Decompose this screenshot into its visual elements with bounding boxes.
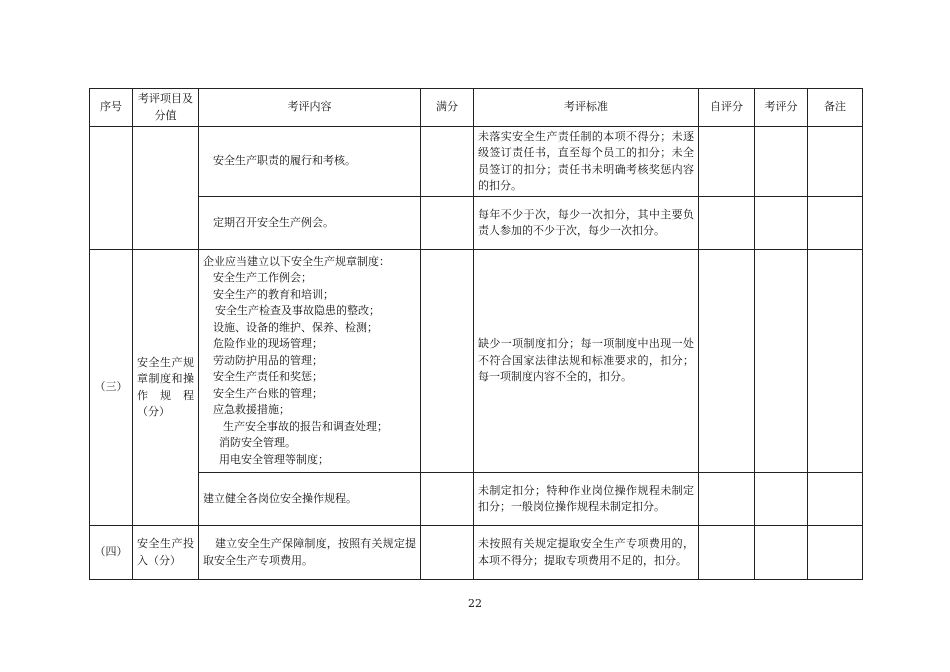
table-row	[90, 473, 863, 526]
full-score-cell	[421, 197, 474, 250]
list-item: 安全生产工作例会；	[213, 271, 312, 285]
remark-cell	[808, 250, 863, 473]
full-score-cell	[421, 127, 474, 197]
header-row	[90, 89, 863, 127]
remark-cell	[808, 526, 863, 580]
list-item: 消防安全管理。	[219, 436, 296, 450]
content-cell: 建立安全生产保障制度，按照有关规定提取安全生产专项费用。	[199, 526, 421, 580]
evaluation-table	[89, 88, 863, 580]
table-row	[90, 526, 863, 580]
list-item: 安全生产责任和奖惩；	[213, 370, 323, 384]
review-score-cell	[755, 473, 808, 526]
review-score-cell	[755, 250, 808, 473]
header-review-score: 考评分	[755, 89, 808, 127]
remark-cell	[808, 473, 863, 526]
list-item: 应急救援措施；	[213, 403, 290, 417]
full-score-cell	[421, 526, 474, 580]
header-remark: 备注	[808, 89, 863, 127]
standard-cell: 未落实安全生产责任制的本项不得分；未逐级签订责任书，直至每个员工的扣分；未全员签订的扣分；责任书未明确考核奖惩内容的扣分。	[474, 127, 699, 197]
content-list-heading: 企业应当建立以下安全生产规章制度：	[203, 254, 390, 268]
seq-cell: （四）	[90, 526, 133, 580]
self-score-cell	[699, 127, 755, 197]
list-item: 用电安全管理等制度；	[219, 452, 329, 466]
content-cell: 定期召开安全生产例会。	[199, 197, 421, 250]
header-seq: 序号	[90, 89, 133, 127]
content-cell: 安全生产职责的履行和考核。	[199, 127, 421, 197]
header-full-score: 满分	[421, 89, 474, 127]
table-row	[90, 197, 863, 250]
self-score-cell	[699, 250, 755, 473]
list-item: 劳动防护用品的管理；	[213, 353, 323, 367]
item-cell: 安全生产投入（分）	[133, 526, 199, 580]
list-item: 安全生产的教育和培训；	[213, 287, 334, 301]
seq-cell-empty	[90, 127, 133, 250]
header-item: 考评项目及分值	[133, 89, 199, 127]
self-score-cell	[699, 526, 755, 580]
standard-cell: 未制定扣分；特种作业岗位操作规程未制定扣分；一般岗位操作规程未制定扣分。	[474, 473, 699, 526]
standard-cell: 每年不少于次，每少一次扣分，其中主要负责人参加的不少于次，每少一次扣分。	[474, 197, 699, 250]
table-row	[90, 250, 863, 473]
list-item: 安全生产台账的管理；	[213, 386, 323, 400]
self-score-cell	[699, 473, 755, 526]
seq-cell: （三）	[90, 250, 133, 526]
remark-cell	[808, 197, 863, 250]
item-cell-empty	[133, 127, 199, 250]
table-row	[90, 127, 863, 197]
review-score-cell	[755, 526, 808, 580]
list-item: 设施、设备的维护、保养、检测；	[213, 320, 378, 334]
header-standard: 考评标准	[474, 89, 699, 127]
list-item: 安全生产检查及事故隐患的整改；	[215, 304, 380, 318]
self-score-cell	[699, 197, 755, 250]
review-score-cell	[755, 127, 808, 197]
review-score-cell	[755, 197, 808, 250]
content-cell: 建立健全各岗位安全操作规程。	[199, 473, 421, 526]
item-cell: 安全生产规章制度和操作规程（分）	[133, 250, 199, 526]
header-content: 考评内容	[199, 89, 421, 127]
header-self-score: 自评分	[699, 89, 755, 127]
full-score-cell	[421, 473, 474, 526]
list-item: 危险作业的现场管理；	[213, 337, 323, 351]
full-score-cell	[421, 250, 474, 473]
standard-cell: 缺少一项制度扣分；每一项制度中出现一处不符合国家法律法规和标准要求的，扣分；每一项制度内容不全的，扣分。	[474, 250, 699, 473]
content-list-cell	[199, 250, 421, 473]
list-item: 生产安全事故的报告和调查处理；	[223, 419, 388, 433]
page-number: 22	[468, 597, 482, 610]
remark-cell	[808, 127, 863, 197]
standard-cell: 未按照有关规定提取安全生产专项费用的，本项不得分；提取专项费用不足的，扣分。	[474, 526, 699, 580]
